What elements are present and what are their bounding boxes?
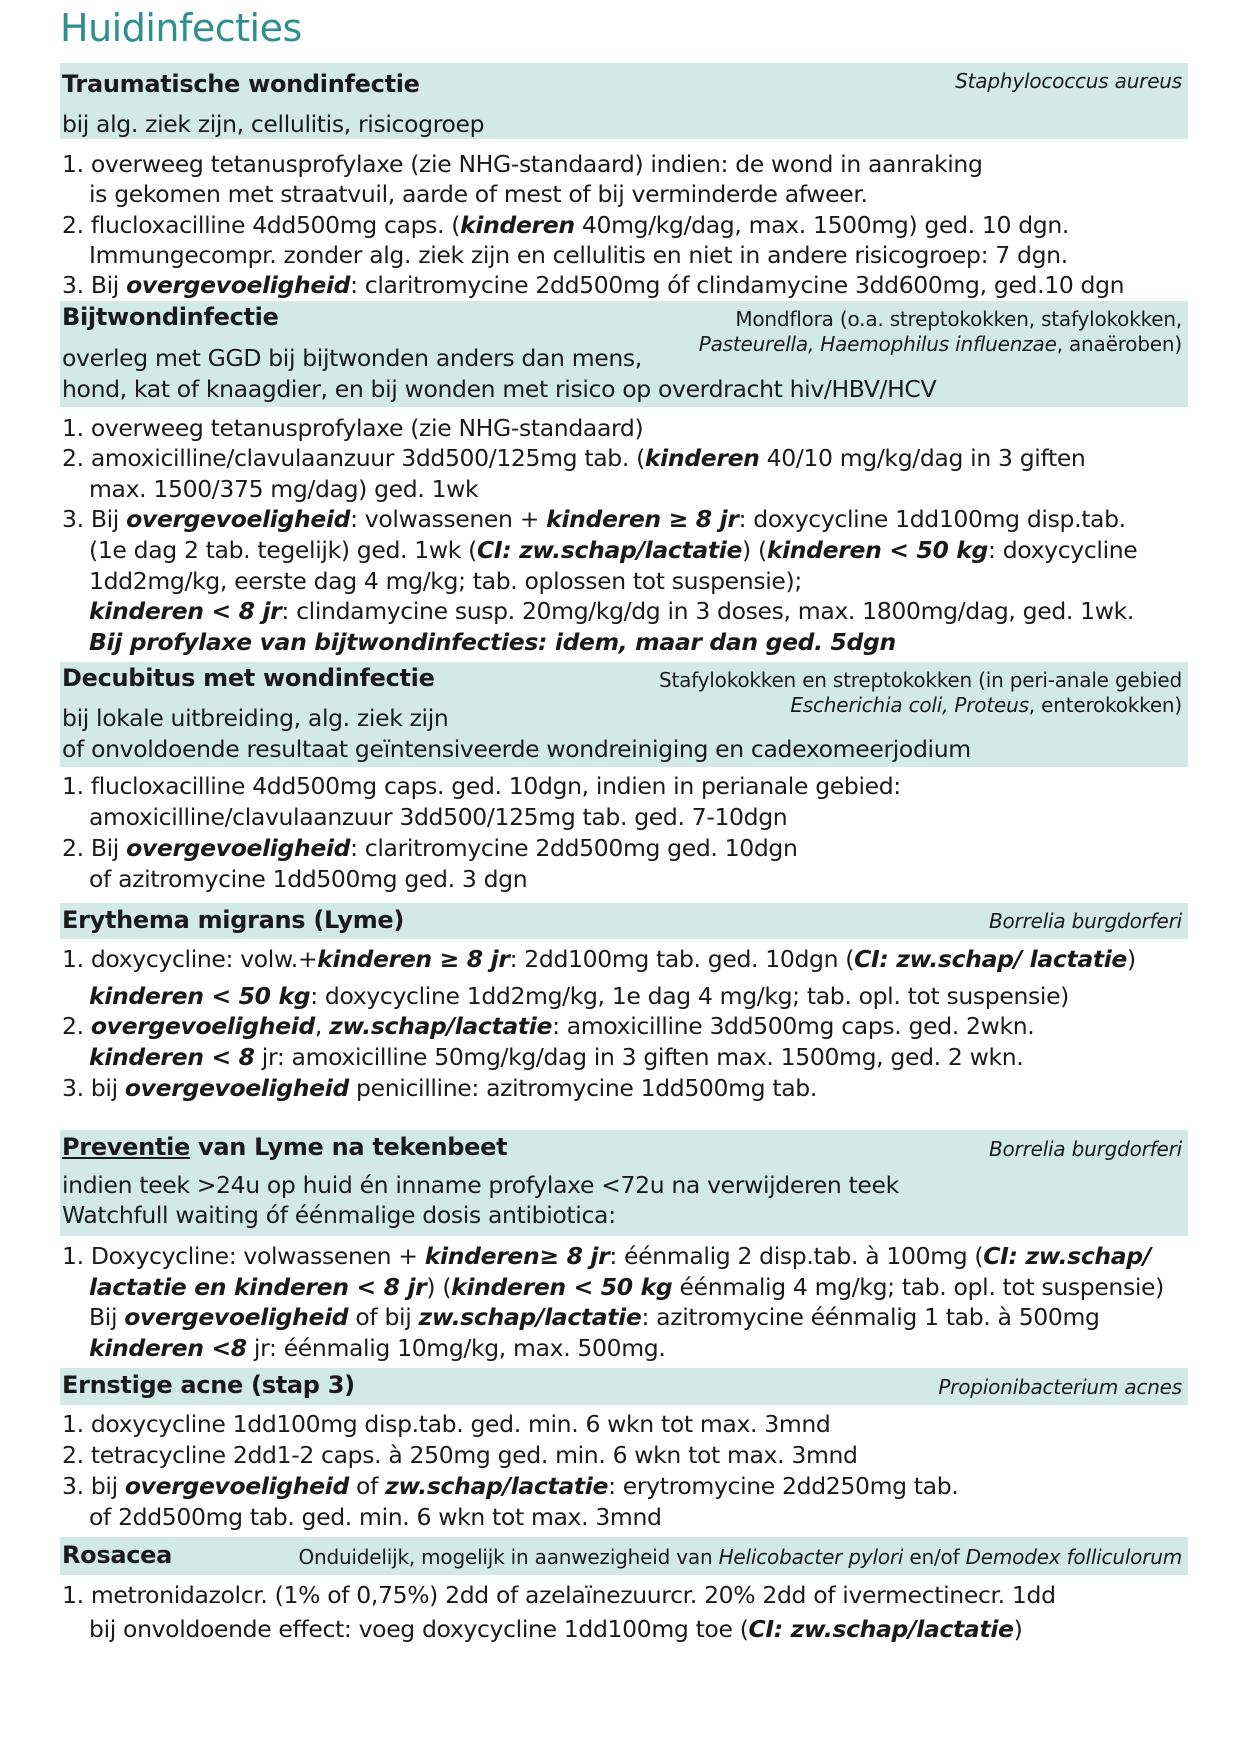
section-heading: [62, 906, 404, 934]
treatment-line: [89, 597, 1134, 625]
treatment-line: [89, 1615, 1022, 1643]
text-run: 2. Bij: [62, 834, 127, 862]
text-run: : doxycycline 1dd100mg disp.tab.: [738, 505, 1126, 533]
text-run: bij onvoldoende effect: voeg doxycycline 1dd100mg toe (: [89, 1615, 749, 1643]
text-run: overgevoeligheid: [90, 1012, 315, 1040]
text-run: of 2dd500mg tab. ged. min. 6 wkn tot max. 3mnd: [89, 1503, 662, 1531]
text-run: : azitromycine éénmalig 1 tab. à 500mg: [641, 1303, 1100, 1331]
text-run: éénmalig 4 mg/kg; tab. opl. tot suspensie): [672, 1273, 1164, 1301]
text-run: 1. doxycycline: volw.+: [62, 945, 318, 973]
treatment-line: [62, 1472, 958, 1500]
section-heading: [62, 1541, 172, 1569]
treatment-line: [89, 1273, 1164, 1301]
page-title: Huidinfecties: [60, 6, 302, 50]
text-run: 1. overweeg tetanusprofylaxe (zie NHG-standaard) indien: de wond in aanraking: [62, 150, 983, 178]
pathogen-label: [955, 68, 1182, 94]
text-run: Bij: [89, 1303, 125, 1331]
text-run: en/of: [903, 1545, 966, 1569]
indication-text: [62, 1171, 899, 1199]
text-run: Mondflora (o.a. streptokokken, stafylokokken,: [735, 307, 1182, 331]
text-run: bij lokale uitbreiding, alg. ziek zijn: [62, 704, 449, 732]
text-run: CI: zw.schap/lactatie: [476, 536, 743, 564]
text-run: ) (: [742, 536, 767, 564]
text-run: (1e dag 2 tab. tegelijk) ged. 1wk (: [89, 536, 477, 564]
text-run: 3. bij: [62, 1074, 125, 1102]
text-run: 1. doxycycline 1dd100mg disp.tab. ged. min. 6 wkn tot max. 3mnd: [62, 1410, 831, 1438]
indication-text: [62, 1201, 616, 1229]
text-run: overgevoeligheid: [126, 834, 351, 862]
pathogen-label: [298, 1544, 1182, 1570]
text-run: hond, kat of knaagdier, en bij wonden met risico op overdracht hiv/HBV/HCV: [62, 375, 937, 403]
indication-text: [62, 735, 971, 763]
text-run: van Lyme na tekenbeet: [190, 1133, 508, 1161]
treatment-line: [89, 803, 787, 831]
treatment-line: [89, 1043, 1023, 1071]
text-run: CI: zw.schap/lactatie: [748, 1615, 1014, 1643]
text-run: 40/10 mg/kg/dag in 3 giften: [759, 444, 1086, 472]
text-run: kinderen: [460, 211, 575, 239]
text-run: Propionibacterium acnes: [938, 1375, 1182, 1399]
text-run: ): [1013, 1615, 1023, 1643]
text-run: lactatie en kinderen < 8 jr: [89, 1273, 427, 1301]
section-heading: [62, 664, 435, 692]
text-run: zw.schap/lactatie: [329, 1012, 553, 1040]
treatment-line: [89, 536, 1137, 564]
text-run: Borrelia burgdorferi: [988, 909, 1182, 933]
indication-text: [62, 110, 484, 138]
text-run: 1. flucloxacilline 4dd500mg caps. ged. 10dgn, indien in perianale gebied:: [62, 772, 901, 800]
section-heading: [62, 1133, 507, 1161]
text-run: overgevoeligheid: [126, 505, 351, 533]
text-run: overgevoeligheid: [124, 1303, 349, 1331]
text-run: Preventie: [62, 1133, 190, 1161]
text-run: jr: éénmalig 10mg/kg, max. 500mg.: [246, 1334, 666, 1362]
treatment-line: [89, 865, 527, 893]
text-run: 40mg/kg/dag, max. 1500mg) ged. 10 dgn.: [574, 211, 1070, 239]
treatment-line: [89, 241, 1068, 269]
text-run: kinderen ≥ 8 jr: [546, 505, 739, 533]
text-run: ,: [314, 1012, 330, 1040]
pathogen-label: [659, 667, 1182, 693]
text-run: 3. bij: [62, 1472, 125, 1500]
text-run: Onduidelijk, mogelijk in aanwezigheid van: [298, 1545, 719, 1569]
text-run: : éénmalig 2 disp.tab. à 100mg (: [609, 1242, 984, 1270]
treatment-line: [89, 180, 868, 208]
treatment-line: [89, 982, 1069, 1010]
section-heading: [62, 303, 279, 331]
text-run: zw.schap/lactatie: [385, 1472, 609, 1500]
text-run: kinderen < 50 kg: [766, 536, 989, 564]
text-run: 3. Bij: [62, 271, 127, 299]
text-run: 2. amoxicilline/clavulaanzuur 3dd500/125mg tab. (: [62, 444, 645, 472]
text-run: : erytromycine 2dd250mg tab.: [608, 1472, 959, 1500]
treatment-line: [89, 628, 896, 656]
treatment-line: [89, 1303, 1100, 1331]
treatment-line: [62, 1074, 817, 1102]
indication-text: [62, 375, 936, 403]
treatment-line: [62, 150, 983, 178]
treatment-line: [62, 834, 798, 862]
text-run: ): [1127, 945, 1136, 973]
treatment-line: [62, 414, 643, 442]
text-run: max. 1500/375 mg/dag) ged. 1wk: [89, 475, 479, 503]
text-run: Staphylococcus aureus: [955, 69, 1182, 93]
section-heading: [62, 1371, 355, 1399]
text-run: Pasteurella, Haemophilus influenzae: [698, 332, 1057, 356]
treatment-line: [89, 1503, 662, 1531]
treatment-line: [62, 945, 1136, 973]
treatment-line: [62, 271, 1124, 299]
pathogen-label: [699, 331, 1182, 357]
treatment-line: [62, 444, 1085, 472]
treatment-line: [89, 567, 802, 595]
treatment-line: [62, 505, 1126, 533]
text-run: : claritromycine 2dd500mg óf clindamycine 3dd600mg, ged.10 dgn: [350, 271, 1125, 299]
treatment-line: [62, 1441, 858, 1469]
treatment-line: [62, 1012, 1034, 1040]
text-run: 1. Doxycycline: volwassenen +: [62, 1242, 425, 1270]
text-run: Demodex folliculorum: [965, 1545, 1182, 1569]
treatment-line: [89, 1334, 665, 1362]
treatment-line: [62, 1242, 1151, 1270]
text-run: Rosacea: [62, 1541, 173, 1569]
text-run: : 2dd100mg tab. ged. 10dgn (: [509, 945, 855, 973]
pathogen-label: [938, 1374, 1182, 1400]
text-run: , anaëroben): [1056, 332, 1182, 356]
text-run: 1. overweeg tetanusprofylaxe (zie NHG-standaard): [62, 414, 644, 442]
text-run: kinderen ≥ 8 jr: [317, 945, 510, 973]
text-run: amoxicilline/clavulaanzuur 3dd500/125mg tab. ged. 7-10dgn: [89, 803, 788, 831]
text-run: ) (: [426, 1273, 452, 1301]
pathogen-label: [989, 908, 1182, 934]
text-run: : doxycycline 1dd2mg/kg, 1e dag 4 mg/kg; tab. opl. tot suspensie): [310, 982, 1070, 1010]
text-run: Bijtwondinfectie: [62, 303, 279, 331]
pathogen-label: [989, 1136, 1182, 1162]
text-run: 1. metronidazolcr. (1% of 0,75%) 2dd of azelaïnezuurcr. 20% 2dd of ivermectinecr. 1dd: [62, 1581, 1056, 1609]
text-run: Traumatische wondinfectie: [62, 70, 420, 98]
text-run: overgevoeligheid: [124, 1472, 349, 1500]
treatment-line: [62, 1581, 1056, 1609]
text-run: kinderen <8: [89, 1334, 247, 1362]
text-run: of onvoldoende resultaat geïntensiveerde wondreiniging en cadexomeerjodium: [62, 735, 971, 763]
text-run: of azitromycine 1dd500mg ged. 3 dgn: [89, 865, 528, 893]
text-run: , enterokokken): [1028, 693, 1182, 717]
text-run: Erythema migrans (Lyme): [62, 906, 405, 934]
text-run: indien teek >24u op huid én inname profylaxe <72u na verwijderen teek: [62, 1171, 899, 1199]
text-run: 1dd2mg/kg, eerste dag 4 mg/kg; tab. oplossen tot suspensie);: [89, 567, 802, 595]
treatment-line: [62, 772, 901, 800]
text-run: kinderen < 50 kg: [89, 982, 311, 1010]
text-run: : doxycycline: [988, 536, 1138, 564]
text-run: Bij profylaxe van bijtwondinfecties: idem, maar dan ged. 5dgn: [89, 628, 896, 656]
text-run: overleg met GGD bij bijtwonden anders dan mens,: [62, 344, 642, 372]
text-run: kinderen: [644, 444, 760, 472]
text-run: 3. Bij: [62, 505, 127, 533]
text-run: : claritromycine 2dd500mg ged. 10dgn: [350, 834, 798, 862]
text-run: : volwassenen +: [350, 505, 547, 533]
text-run: CI: zw.schap/: [983, 1242, 1151, 1270]
treatment-line: [62, 211, 1069, 239]
text-run: jr: amoxicilline 50mg/kg/dag in 3 giften max. 1500mg, ged. 2 wkn.: [254, 1043, 1024, 1071]
text-run: 2. tetracycline 2dd1-2 caps. à 250mg ged. min. 6 wkn tot max. 3mnd: [62, 1441, 858, 1469]
text-run: : amoxicilline 3dd500mg caps. ged. 2wkn.: [552, 1012, 1035, 1040]
indication-text: [62, 704, 448, 732]
text-run: of: [348, 1472, 386, 1500]
text-run: Stafylokokken en streptokokken (in peri-anale gebied: [658, 668, 1182, 692]
pathogen-label: [735, 306, 1182, 332]
text-run: overgevoeligheid: [124, 1074, 349, 1102]
text-run: : clindamycine susp. 20mg/kg/dg in 3 doses, max. 1800mg/dag, ged. 1wk.: [281, 597, 1135, 625]
treatment-line: [62, 1410, 831, 1438]
text-run: Helicobacter pylori: [718, 1545, 904, 1569]
text-run: Ernstige acne (stap 3): [62, 1371, 355, 1399]
text-run: Watchfull waiting óf éénmalige dosis antibiotica:: [62, 1201, 616, 1229]
text-run: is gekomen met straatvuil, aarde of mest of bij verminderde afweer.: [89, 180, 868, 208]
text-run: Borrelia burgdorferi: [988, 1137, 1182, 1161]
text-run: penicilline: azitromycine 1dd500mg tab.: [348, 1074, 817, 1102]
text-run: of bij: [348, 1303, 419, 1331]
text-run: kinderen < 8 jr: [89, 597, 282, 625]
treatment-line: [89, 475, 478, 503]
text-run: kinderen < 8: [89, 1043, 255, 1071]
text-run: 2.: [62, 1012, 91, 1040]
text-run: Escherichia coli, Proteus: [790, 693, 1029, 717]
text-run: kinderen≥ 8 jr: [424, 1242, 610, 1270]
text-run: 2. flucloxacilline 4dd500mg caps. (: [62, 211, 461, 239]
section-heading: [62, 70, 420, 98]
text-run: overgevoeligheid: [126, 271, 351, 299]
text-run: zw.schap/lactatie: [418, 1303, 642, 1331]
text-run: bij alg. ziek zijn, cellulitis, risicogroep: [62, 110, 485, 138]
text-run: Immungecompr. zonder alg. ziek zijn en cellulitis en niet in andere risicogroep: 7 dgn.: [89, 241, 1068, 269]
text-run: CI: zw.schap/ lactatie: [854, 945, 1128, 973]
pathogen-label: [790, 692, 1182, 718]
text-run: kinderen < 50 kg: [451, 1273, 673, 1301]
indication-text: [62, 344, 642, 372]
text-run: Decubitus met wondinfectie: [62, 664, 435, 692]
